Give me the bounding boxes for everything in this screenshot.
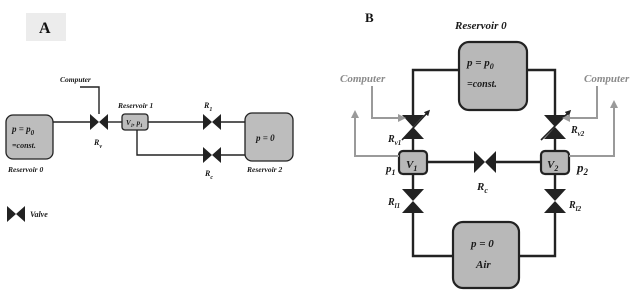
rl1-label: $R_{l1}$ [388, 197, 401, 210]
reservoir-1-label: Reservoir 1 [118, 101, 154, 110]
valve-rv-right [99, 114, 108, 130]
valve-legend-label: Valve [30, 210, 48, 219]
pipe-r1-to-valve-rc [137, 130, 203, 155]
valve-rl1-top [402, 189, 424, 201]
reservoir-0-a-label: Reservoir 0 [8, 165, 44, 174]
p2-label: $p_2$ [577, 160, 588, 177]
computer-right-control-line [566, 86, 597, 118]
rc-label-a: $R_c$ [205, 169, 214, 181]
reservoir-0-a-line1: $p = p_0$ [12, 124, 35, 137]
computer-right-label: Computer [584, 73, 630, 85]
pipe-top-right [527, 70, 555, 115]
reservoir-air-line2: Air [476, 259, 491, 271]
valve-r1-left [203, 114, 212, 130]
valve-rc-b-left [474, 151, 485, 173]
valve-rc-a-left [203, 147, 212, 163]
p1-label: $p_1$ [386, 163, 396, 177]
reservoir-0-b-line2: =const. [467, 79, 497, 90]
reservoir-0-b-line1: $p = p_0$ [467, 57, 494, 71]
valve-legend-icon-left [7, 206, 16, 222]
reservoir-air [453, 222, 519, 288]
reservoir-0-b [459, 42, 527, 110]
reservoir-2-text: p = 0 [256, 133, 275, 143]
valve-r1-right [212, 114, 221, 130]
reservoir-2-label: Reservoir 2 [247, 165, 283, 174]
pipe-bottom-left [413, 213, 453, 256]
valve-rl2-bottom [544, 201, 566, 213]
valve-rl1-bottom [402, 201, 424, 213]
rl2-label: $R_{l2}$ [569, 200, 582, 213]
valve-rl2-top [544, 189, 566, 201]
pipe-bottom-right [519, 213, 555, 256]
rc-label-b: $R_c$ [477, 181, 488, 195]
computer-left-control-line [372, 86, 402, 118]
v2-label: $V_2$ [547, 159, 559, 173]
reservoir-0-a [6, 115, 53, 159]
reservoir-1-text: $V_1$, $p_1$ [126, 119, 143, 129]
pipe-top-left [413, 70, 459, 115]
panel-b [340, 10, 630, 288]
valve-rc-a-right [212, 147, 221, 163]
reservoir-air-line1: p = 0 [471, 238, 494, 250]
valve-legend-icon-right [16, 206, 25, 222]
valve-rv-left [90, 114, 99, 130]
rv-label-a: $R_v$ [94, 138, 103, 150]
panel-a [6, 13, 293, 222]
panel-a-tag: A [39, 20, 51, 37]
panel-b-tag: B [365, 10, 374, 25]
rv1-label: $R_{v1}$ [388, 134, 402, 147]
computer-line-a [80, 87, 99, 114]
rv2-label: $R_{v2}$ [571, 125, 585, 138]
v1-label: $V_1$ [406, 159, 418, 173]
valve-rc-b-right [485, 151, 496, 173]
r1-label-a: $R_1$ [204, 101, 213, 113]
computer-left-label: Computer [340, 73, 386, 85]
reservoir-0-b-title: Reservoir 0 [455, 20, 507, 32]
computer-label-a: Computer [60, 75, 91, 84]
reservoir-0-a-line2: =const. [12, 141, 36, 150]
